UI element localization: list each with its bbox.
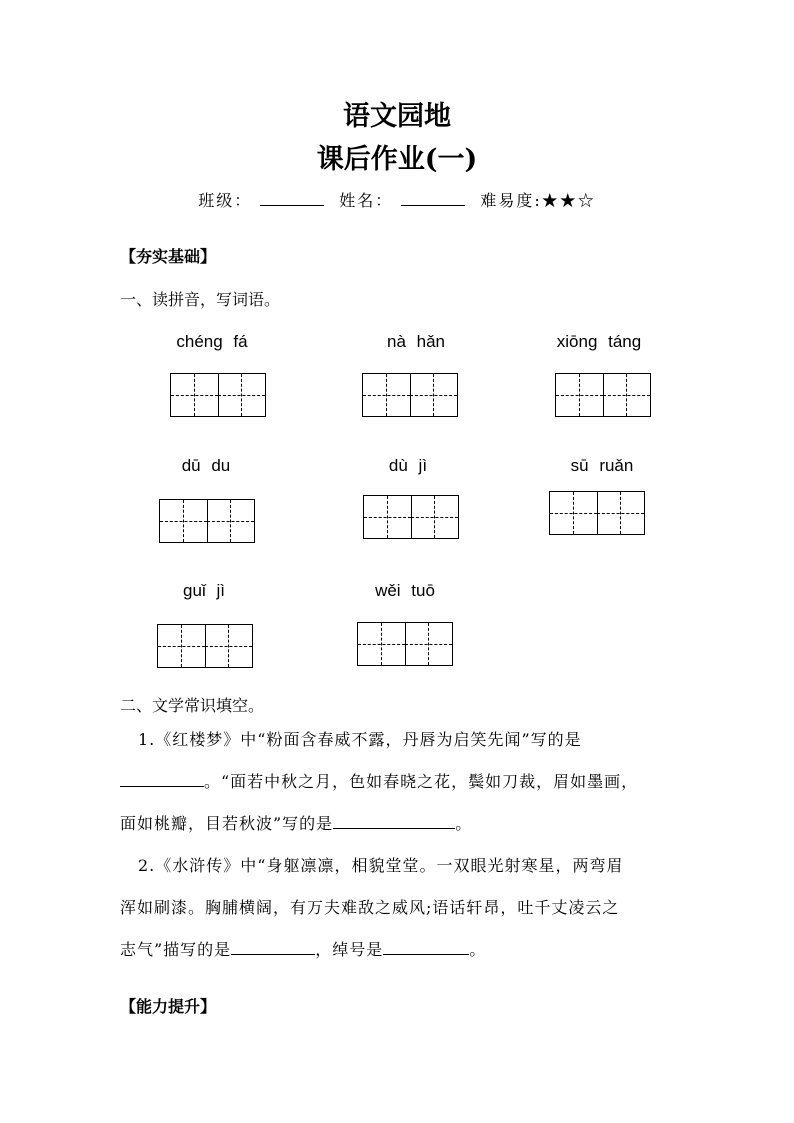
- class-label: 班级：: [198, 191, 253, 210]
- writing-grid[interactable]: [362, 373, 458, 417]
- section-heading-advanced: 【能力提升】: [120, 997, 217, 1016]
- pinyin-label: wěi tuō: [375, 581, 435, 600]
- writing-grid[interactable]: [357, 622, 453, 666]
- pinyin-label: guǐ jì: [183, 581, 225, 600]
- pinyin-label: xiōng táng: [556, 332, 642, 351]
- writing-grid[interactable]: [170, 373, 266, 417]
- pinyin-label: chéng fá: [176, 332, 248, 351]
- writing-grid[interactable]: [555, 373, 651, 417]
- writing-grid[interactable]: [363, 495, 459, 539]
- pinyin-label: sū ruǎn: [570, 456, 634, 475]
- question-2-item-2-line-3: 志气”描写的是 ，绰号是 。: [120, 940, 487, 959]
- answer-blank[interactable]: [120, 772, 204, 787]
- pinyin-label: nà hǎn: [387, 332, 445, 351]
- question-2-item-1-line-2: 。“面若中秋之月，色如春晓之花，鬓如刀裁，眉如墨画，: [120, 761, 676, 803]
- question-2-item-1-line-1: 1.《红楼梦》中“粉面含春威不露，丹唇为启笑先闻”写的是: [138, 730, 582, 749]
- page-title: 语文园地: [343, 101, 451, 132]
- name-blank[interactable]: [401, 189, 465, 206]
- section-heading-basics: 【夯实基础】: [120, 247, 217, 266]
- question-2-item-2-line-1: 2.《水浒传》中“身躯凛凛，相貌堂堂。一双眼光射寒星，两弯眉: [138, 856, 624, 875]
- class-blank[interactable]: [260, 189, 324, 206]
- writing-grid[interactable]: [549, 491, 645, 535]
- question-2-item-1-line-3: 面如桃瓣，目若秋波”写的是 。: [120, 814, 473, 833]
- pinyin-label: dù jì: [388, 456, 428, 475]
- writing-grid[interactable]: [159, 499, 255, 543]
- student-info-line: [0, 189, 794, 213]
- name-label: 姓名：: [339, 191, 394, 210]
- pinyin-label: dū du: [181, 456, 231, 475]
- question-1-title: 一、读拼音，写词语。: [120, 290, 281, 309]
- writing-grid[interactable]: [157, 624, 253, 668]
- answer-blank[interactable]: [383, 940, 469, 955]
- page-subtitle: 课后作业(一): [316, 144, 478, 175]
- answer-blank[interactable]: [231, 940, 315, 955]
- question-2-item-2-line-2: 浑如刷漆。胸脯横阔，有万夫难敌之威风;语话轩昂，吐千丈凌云之: [120, 898, 620, 917]
- answer-blank[interactable]: [333, 814, 455, 829]
- question-2-title: 二、文学常识填空。: [120, 696, 265, 715]
- difficulty-label: 难易度:★★☆: [480, 191, 596, 210]
